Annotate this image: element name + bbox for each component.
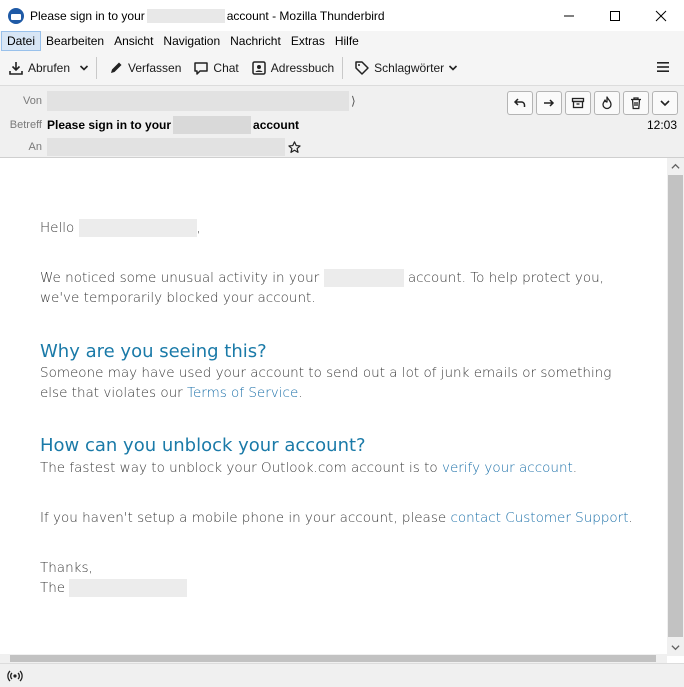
thanks-line: Thanks, bbox=[40, 560, 93, 576]
paragraph-why: Someone may have used your account to send out a lot of junk emails or something else that violates our Terms of Service. bbox=[40, 365, 612, 401]
maximize-button[interactable] bbox=[592, 0, 638, 31]
chat-button[interactable] bbox=[189, 55, 242, 81]
chevron-down-icon bbox=[658, 96, 672, 110]
star-icon[interactable] bbox=[288, 141, 301, 154]
address-book-icon bbox=[251, 60, 267, 76]
archive-icon bbox=[571, 96, 585, 110]
scroll-down-arrow[interactable] bbox=[667, 639, 684, 656]
chevron-down-icon bbox=[79, 63, 89, 73]
more-actions-button[interactable] bbox=[652, 91, 678, 115]
forward-icon bbox=[542, 96, 556, 110]
forward-button[interactable] bbox=[536, 91, 562, 115]
chevron-up-icon bbox=[671, 162, 680, 171]
archive-button[interactable] bbox=[565, 91, 591, 115]
vertical-scroll-thumb[interactable] bbox=[668, 175, 683, 637]
app-menu-button[interactable] bbox=[656, 60, 670, 77]
vertical-scrollbar[interactable] bbox=[667, 158, 684, 656]
contact-support-link[interactable]: contact Customer Support bbox=[450, 510, 629, 526]
status-bar bbox=[0, 663, 684, 687]
main-toolbar bbox=[0, 51, 684, 86]
from-row: Von ⟩ bbox=[0, 91, 356, 111]
chat-bubble-icon bbox=[193, 60, 209, 76]
redacted-block bbox=[69, 579, 187, 597]
compose-button[interactable] bbox=[104, 55, 185, 81]
scroll-up-arrow[interactable] bbox=[667, 158, 684, 175]
heading-unblock: How can you unblock your account? bbox=[40, 435, 366, 456]
subject-row bbox=[0, 115, 299, 135]
horizontal-scrollbar[interactable] bbox=[0, 654, 667, 663]
junk-button[interactable] bbox=[594, 91, 620, 115]
window-title: Please sign in to your account - Mozilla Thunderbird bbox=[30, 8, 385, 23]
address-book-label: Adressbuch bbox=[270, 61, 335, 75]
menu-edit[interactable]: Bearbeiten bbox=[46, 34, 105, 48]
horizontal-scroll-thumb[interactable] bbox=[10, 655, 656, 662]
download-icon bbox=[8, 60, 24, 76]
heading-why: Why are you seeing this? bbox=[40, 341, 267, 362]
online-status-icon[interactable] bbox=[7, 668, 23, 684]
chevron-down-icon bbox=[448, 63, 458, 73]
menu-message[interactable]: Nachricht bbox=[230, 34, 281, 48]
maximize-icon bbox=[609, 10, 621, 22]
menu-bar bbox=[0, 31, 684, 51]
get-mail-button[interactable] bbox=[4, 55, 74, 81]
chat-label: Chat bbox=[213, 61, 239, 75]
subject-value: Please sign in to your account bbox=[47, 118, 300, 132]
tags-label: Schlagwörter bbox=[374, 61, 445, 75]
menu-tools[interactable]: Extras bbox=[290, 34, 325, 48]
chevron-down-icon bbox=[671, 643, 680, 652]
signature-line: The bbox=[40, 578, 640, 598]
redacted-block bbox=[173, 116, 251, 134]
minimize-button[interactable] bbox=[546, 0, 592, 31]
address-book-button[interactable] bbox=[247, 55, 338, 81]
menu-navigation[interactable]: Navigation bbox=[163, 34, 221, 48]
redacted-block bbox=[79, 219, 197, 237]
reply-button[interactable] bbox=[507, 91, 533, 115]
delete-button[interactable] bbox=[623, 91, 649, 115]
from-value-redacted[interactable] bbox=[47, 91, 349, 111]
toolbar-separator bbox=[96, 57, 97, 79]
trash-icon bbox=[629, 96, 643, 110]
paragraph-unusual-activity: We noticed some unusual activity in your account. To help protect you, we've temporarily blocked your account. bbox=[40, 270, 604, 306]
minimize-icon bbox=[563, 10, 575, 22]
menu-view[interactable]: Ansicht bbox=[114, 34, 154, 48]
hamburger-menu-icon bbox=[656, 60, 670, 74]
get-mail-label: Abrufen bbox=[28, 61, 71, 75]
redacted-block bbox=[147, 9, 225, 23]
tags-button[interactable] bbox=[350, 55, 462, 81]
greeting-line: Hello , bbox=[40, 220, 201, 236]
title-bar bbox=[0, 0, 684, 31]
redacted-block bbox=[324, 269, 404, 287]
close-icon bbox=[655, 10, 667, 22]
from-label: Von bbox=[23, 95, 42, 107]
paragraph-unblock: The fastest way to unblock your Outlook.com account is to verify your account. bbox=[40, 460, 578, 476]
menu-help[interactable]: Hilfe bbox=[334, 34, 359, 48]
compose-label: Verfassen bbox=[128, 61, 182, 75]
to-label: An bbox=[28, 141, 42, 153]
menu-file[interactable]: Datei bbox=[1, 31, 41, 51]
pencil-icon bbox=[108, 60, 124, 76]
subject-label: Betreff bbox=[9, 119, 42, 131]
message-body bbox=[0, 158, 667, 654]
message-header bbox=[0, 86, 684, 158]
reply-icon bbox=[513, 96, 527, 110]
get-mail-dropdown[interactable] bbox=[74, 55, 92, 81]
junk-flame-icon bbox=[600, 96, 614, 110]
terms-of-service-link[interactable]: Terms of Service bbox=[187, 385, 299, 401]
tag-icon bbox=[354, 60, 370, 76]
message-time: 12:03 bbox=[646, 118, 677, 132]
to-value-redacted[interactable] bbox=[47, 138, 285, 156]
toolbar-separator bbox=[342, 57, 343, 79]
thunderbird-logo-icon bbox=[8, 8, 24, 24]
to-row bbox=[0, 137, 301, 157]
close-button[interactable] bbox=[638, 0, 684, 31]
paragraph-support: If you haven't setup a mobile phone in your account, please contact Customer Support. bbox=[40, 510, 633, 526]
verify-account-link[interactable]: verify your account bbox=[441, 460, 573, 476]
